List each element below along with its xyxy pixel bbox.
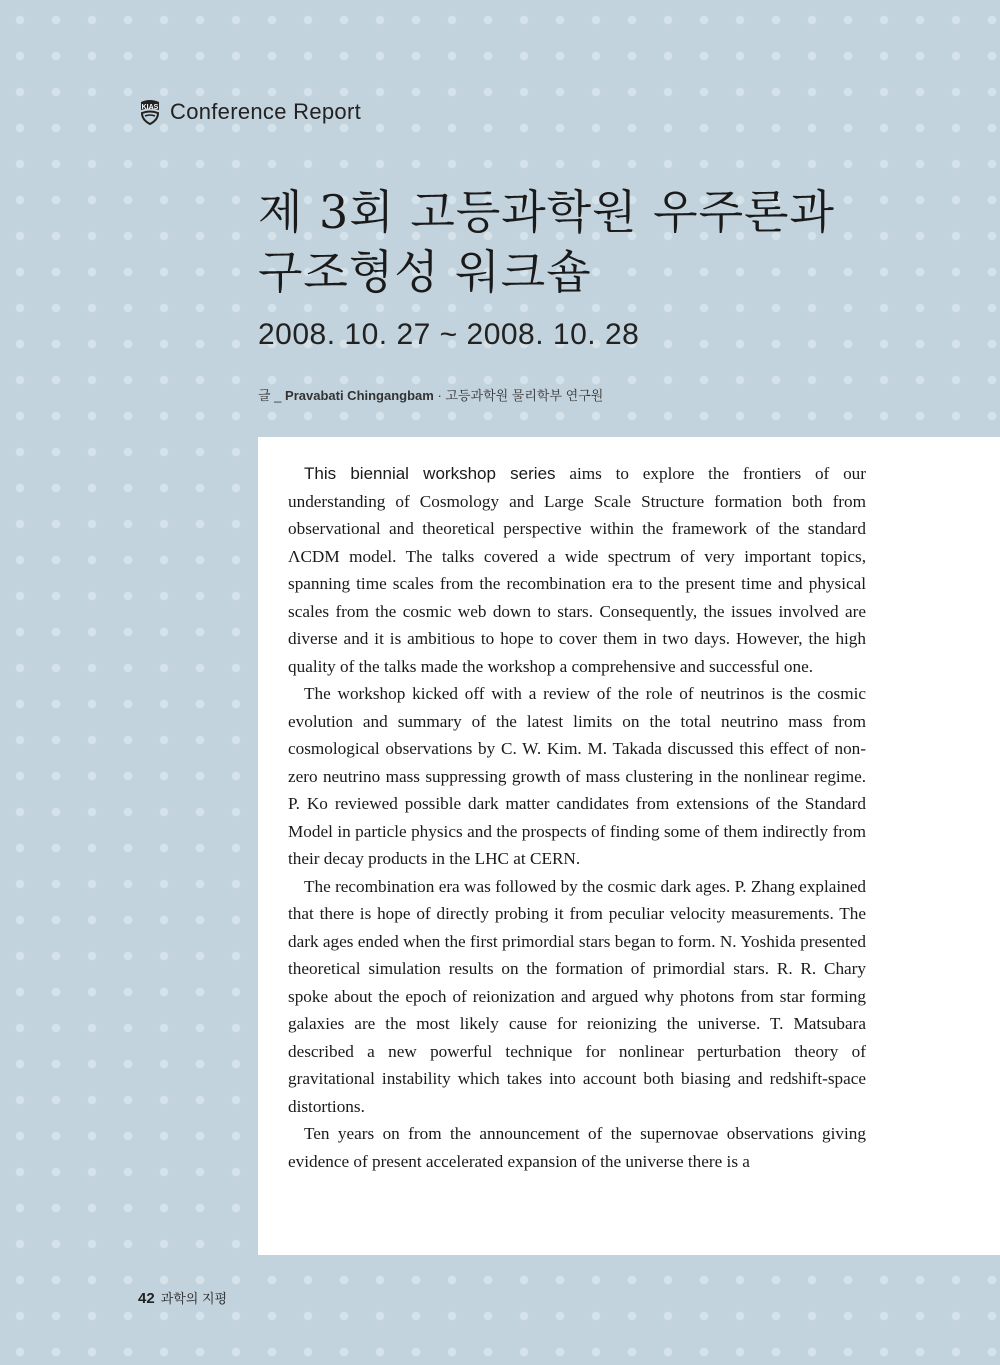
paragraph-4: Ten years on from the announcement of the supernovae observations giving evidence of present accelerated expansion of the universe there is a — [288, 1124, 866, 1171]
article-body — [288, 460, 866, 1175]
paragraph-2: The workshop kicked off with a review of the role of neutrinos is the cosmic evolution and summary of the latest limits on the total neutrino mass from cosmological observations by C. W. Kim. M. Takada discussed this effect of non-zero neutrino mass suppressing growth of mass clustering in the nonlinear regime. P. Ko reviewed possible dark matter candidates from extensions of the Standard Model in particle physics and the prospects of finding some of them indirectly from their decay products in the LHC at CERN. — [288, 684, 866, 868]
byline — [258, 385, 603, 404]
article-title — [258, 182, 958, 302]
paragraph-1-text: aims to explore the frontiers of our understanding of Cosmology and Large Scale Structure formation both from observational and theoretical perspective within the framework of the standard ΛCDM model. The talks covered a wide spectrum of very important topics, spanning time scales from the recombination era to the present time and physical scales from the cosmic web down to stars. Consequently, the issues involved are diverse and it is ambitious to hope to cover them in two days. However, the high quality of the talks made the workshop a comprehensive and successful one. — [288, 464, 866, 676]
page-footer — [138, 1288, 227, 1307]
kias-logo-icon — [138, 98, 162, 126]
section-label: Conference Report — [170, 99, 361, 124]
paragraph-1 — [288, 460, 866, 680]
section-header — [138, 98, 361, 126]
author-name: Pravabati Chingangbam — [285, 388, 434, 403]
page-number: 42 — [138, 1290, 155, 1307]
event-date: 2008. 10. 27 ~ 2008. 10. 28 — [258, 318, 640, 351]
title-line-2: 구조형성 워크숍 — [258, 245, 592, 299]
lead-phrase: This biennial workshop series — [304, 464, 556, 483]
title-line-1: 제 3회 고등과학원 우주론과 — [258, 185, 835, 239]
publication-name: 과학의 지평 — [160, 1291, 228, 1306]
paragraph-3: The recombination era was followed by the cosmic dark ages. P. Zhang explained that there is hope of directly probing it from peculiar velocity measurements. The dark ages ended when the first primordial stars began to form. N. Yoshida presented theoretical simulation results on the formation of primordial stars. R. R. Chary spoke about the epoch of reionization and argued why photons from star forming galaxies are the most likely cause for reionizing the universe. T. Matsubara described a new powerful technique for nonlinear perturbation theory of gravitational instability which takes into account both biasing and redshift-space distortions. — [288, 876, 866, 1116]
logo-text: KIAS — [141, 104, 159, 111]
byline-prefix: 글 _ — [258, 388, 282, 403]
author-affiliation: · 고등과학원 물리학부 연구원 — [437, 388, 604, 403]
